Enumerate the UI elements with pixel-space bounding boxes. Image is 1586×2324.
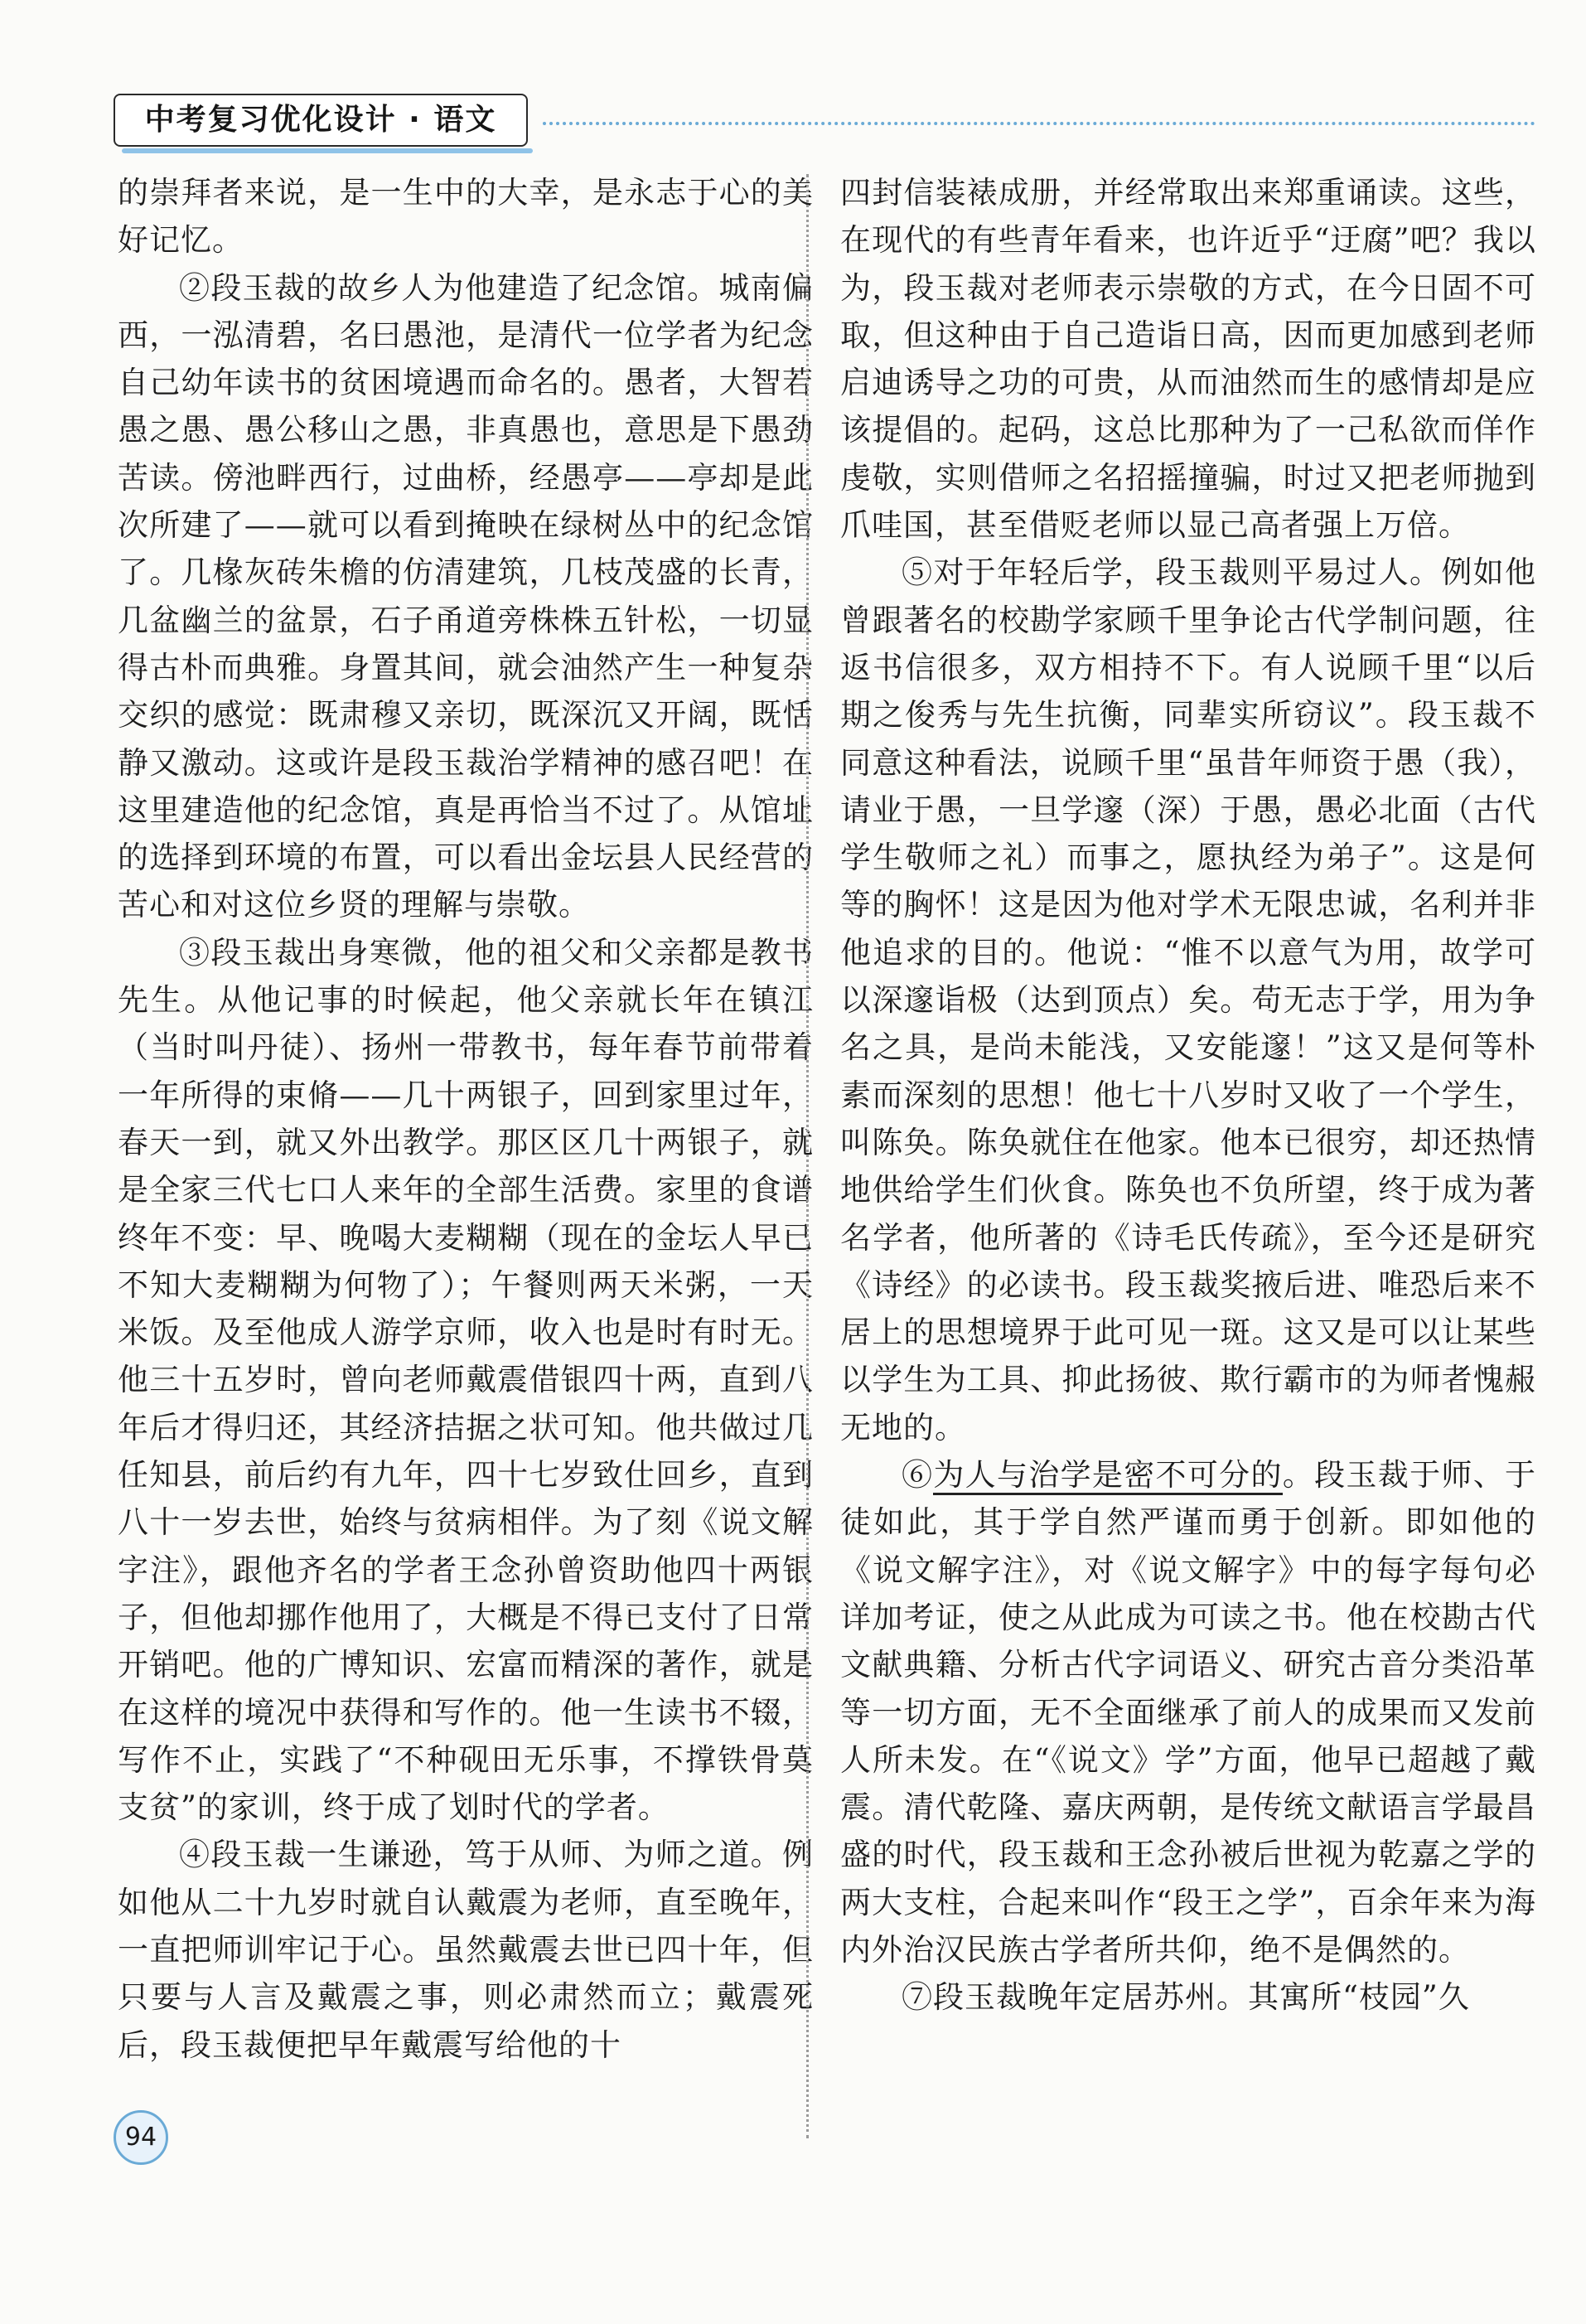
- page-header: [114, 94, 1535, 157]
- header-dotted-rule: [543, 122, 1535, 125]
- paragraph-6: [840, 1451, 1536, 1973]
- header-title: 中考复习优化设计 · 语文: [114, 94, 528, 147]
- paragraph-5: ⑤对于年轻后学，段玉裁则平易过人。例如他曾跟著名的校勘学家顾千里争论古代学制问题，往返书信很多，双方相持不下。有人说顾千里“以后期之俊秀与先生抗衡，同辈实所窃议”。段玉裁不同意这种看法，说顾千里“虽昔年师资于愚（我），请业于愚，一旦学邃（深）于愚，愚必北面（古代学生敬师之礼）而事之，愿执经为弟子”。这是何等的胸怀！这是因为他对学术无限忠诚，名利并非他追求的目的。他说：“惟不以意气为用，故学可以深邃诣极（达到顶点）矣。苟无志于学，用为争名之具，是尚未能浅，又安能邃！”这又是何等朴素而深刻的思想！他七十八岁时又收了一个学生，叫陈奂。陈奂就住在他家。他本已很穷，却还热情地供给学生们伙食。陈奂也不负所望，终于成为著名学者，他所著的《诗毛氏传疏》，至今还是研究《诗经》的必读书。段玉裁奖掖后进、唯恐后来不居上的思想境界于此可见一斑。这又是可以让某些以学生为工具、抑此扬彼、欺行霸市的为师者愧赧无地的。: [840, 554, 1536, 1445]
- paragraph-continued: 的崇拜者来说，是一生中的大幸，是永志于心的美好记忆。: [118, 175, 814, 259]
- paragraph-6-number: ⑥: [902, 1457, 934, 1494]
- paragraph-7: ⑦段玉裁晚年定居苏州。其寓所“枝园”久: [902, 1979, 1470, 2016]
- right-column: [840, 169, 1536, 2021]
- paragraph-4: ④段玉裁一生谦逊，笃于从师、为师之道。例如他从二十九岁时就自认戴震为老师，直至晚年，一直把师训牢记于心。虽然戴震去世已四十年，但只要与人言及戴震之事，则必肃然而立；戴震死后，段玉裁便把早年戴震写给他的十: [118, 1837, 814, 2063]
- left-column: [118, 169, 814, 2069]
- underlined-sentence: 为人与治学是密不可分的: [933, 1457, 1282, 1495]
- paragraph-6-text: 。段玉裁于师、于徒如此，其于学自然严谨而勇于创新。即如他的《说文解字注》，对《说文解字》中的每字每句必详加考证，使之从此成为可读之书。他在校勘古代文献典籍、分析古代字词语义、研究古音分类沿革等一切方面，无不全面继承了前人的成果而又发前人所未发。在“《说文》学”方面，他早已超越了戴震。清代乾隆、嘉庆两朝，是传统文献语言学最昌盛的时代，段玉裁和王念孙被后世视为乾嘉之学的两大支柱，合起来叫作“段王之学”，百余年来为海内外治汉民族古学者所共仰，绝不是偶然的。: [840, 1457, 1537, 1968]
- paragraph-4-continued: 四封信装裱成册，并经常取出来郑重诵读。这些，在现代的有些青年看来，也许近乎“迂腐”吧？我以为，段玉裁对老师表示崇敬的方式，在今日固不可取，但这种由于自己造诣日高，因而更加感到老师启迪诱导之功的可贵，从而油然而生的感情却是应该提倡的。起码，这总比那种为了一己私欲而佯作虔敬，实则借师之名招摇撞骗，时过又把老师抛到爪哇国，甚至借贬老师以显己高者强上万倍。: [840, 175, 1536, 544]
- page-number-badge: 94: [114, 2110, 168, 2165]
- paragraph-2: ②段玉裁的故乡人为他建造了纪念馆。城南偏西，一泓清碧，名曰愚池，是清代一位学者为纪念自己幼年读书的贫困境遇而命名的。愚者，大智若愚之愚、愚公移山之愚，非真愚也，意思是下愚劲苦读。傍池畔西行，过曲桥，经愚亭——亭却是此次所建了——就可以看到掩映在绿树丛中的纪念馆了。几椽灰砖朱檐的仿清建筑，几枝茂盛的长青，几盆幽兰的盆景，石子甬道旁株株五针松，一切显得古朴而典雅。身置其间，就会油然产生一种复杂交织的感觉：既肃穆又亲切，既深沉又开阔，既恬静又激动。这或许是段玉裁治学精神的感召吧！在这里建造他的纪念馆，真是再恰当不过了。从馆址的选择到环境的布置，可以看出金坛县人民经营的苦心和对这位乡贤的理解与崇敬。: [118, 269, 814, 923]
- column-divider: [806, 174, 809, 2138]
- paragraph-3: ③段玉裁出身寒微，他的祖父和父亲都是教书先生。从他记事的时候起，他父亲就长年在镇江（当时叫丹徒）、扬州一带教书，每年春节前带着一年所得的束脩——几十两银子，回到家里过年，春天一到，就又外出教学。那区区几十两银子，就是全家三代七口人来年的全部生活费。家里的食谱终年不变：早、晚喝大麦糊糊（现在的金坛人早已不知大麦糊糊为何物了）；午餐则两天米粥，一天米饭。及至他成人游学京师，收入也是时有时无。他三十五岁时，曾向老师戴震借银四十两，直到八年后才得归还，其经济拮据之状可知。他共做过几任知县，前后约有九年，四十七岁致仕回乡，直到八十一岁去世，始终与贫病相伴。为了刻《说文解字注》，跟他齐名的学者王念孙曾资助他四十两银子，但他却挪作他用了，大概是不得已支付了日常开销吧。他的广博知识、宏富而精深的著作，就是在这样的境况中获得和写作的。他一生读书不辍，写作不止，实践了“不种砚田无乐事，不撑铁骨莫支贫”的家训，终于成了划时代的学者。: [118, 934, 814, 1826]
